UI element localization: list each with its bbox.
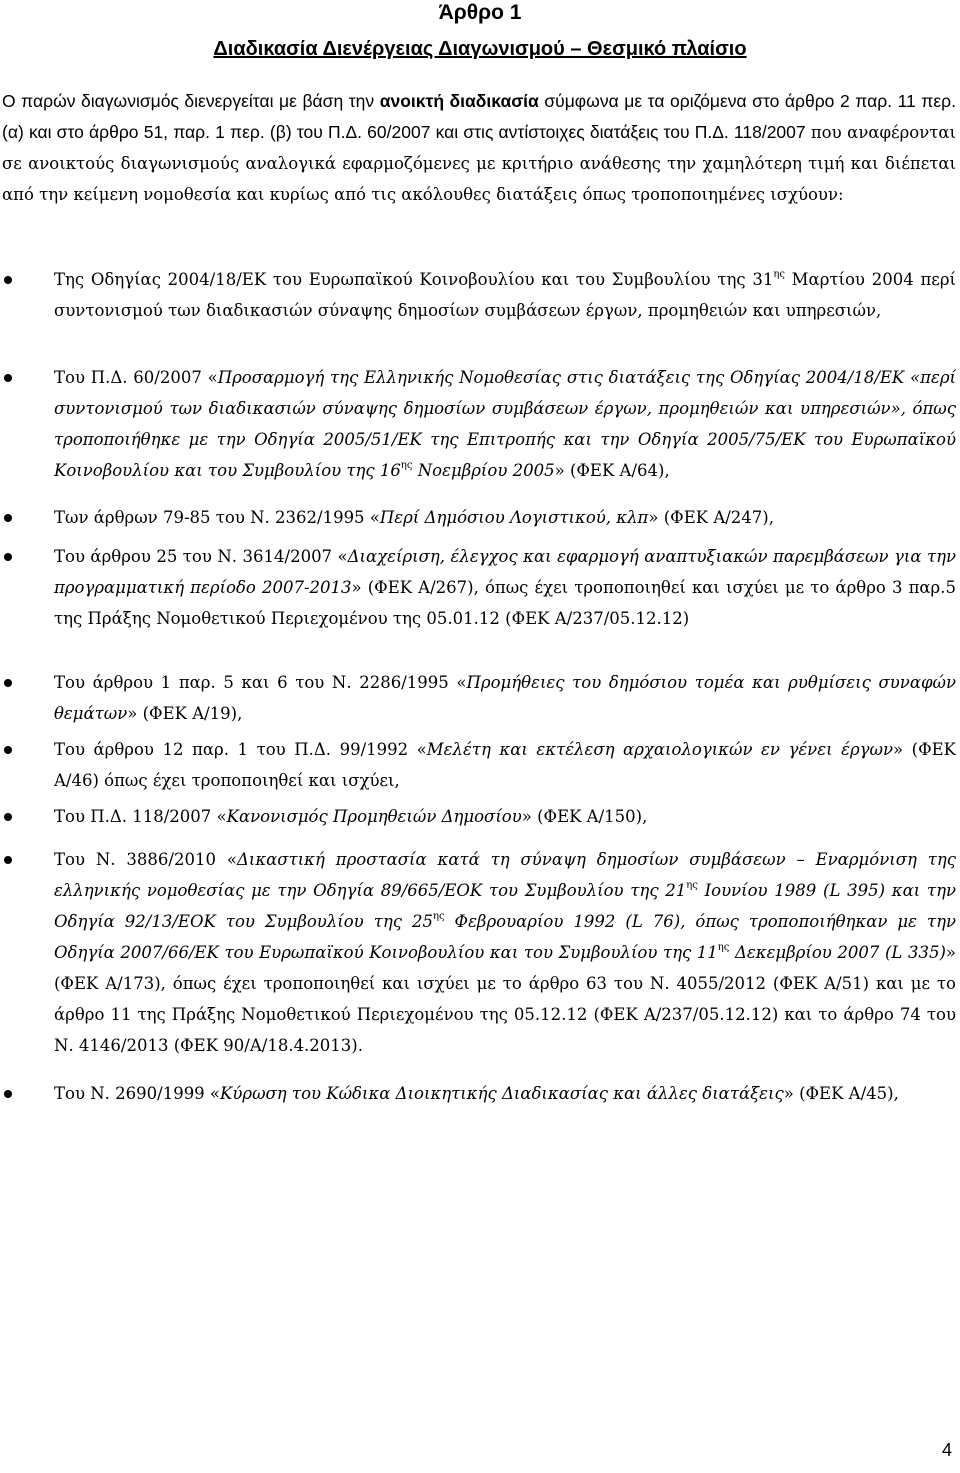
list-item: Του άρθρου 12 παρ. 1 του Π.Δ. 99/1992 «Μελέτη και εκτέλεση αρχαιολογικών εν γένει έργων» (ΦΕΚ Α/46) όπως έχει τροποποιηθεί και ισχύει, [54, 734, 956, 796]
bullet-icon [4, 514, 12, 522]
article-title: Άρθρο 1 [438, 1, 522, 24]
bullet-icon [4, 276, 12, 284]
list-item: Του Ν. 2690/1999 «Κύρωση του Κώδικα Διοικητικής Διαδικασίας και άλλες διατάξεις» (ΦΕΚ Α/45), [54, 1078, 956, 1109]
article-subtitle: Διαδικασία Διενέργειας Διαγωνισμού – Θεσμικό πλαίσιο [213, 38, 747, 60]
intro-paragraph [2, 86, 956, 210]
bullet-icon [4, 813, 12, 821]
list-item: Του Π.Δ. 60/2007 «Προσαρμογή της Ελληνικής Νομοθεσίας στις διατάξεις της Οδηγίας 2004/18/ΕΚ «περί συντονισμού των διαδικασιών σύναψης δημοσίων συμβάσεων έργων, προμηθειών και υπηρεσιών», όπως τροποποιήθηκε με την Οδηγία 2005/51/ΕΚ της Επιτροπής και την Οδηγία 2005/75/ΕΚ του Ευρωπαϊκού Κοινοβουλίου και του Συμβουλίου της $16^{\eta\varsigma}$ Νοεμβρίου 2005» (ΦΕΚ Α/64), [54, 362, 956, 486]
list-item: Των άρθρων 79-85 του Ν. 2362/1995 «Περί Δημόσιου Λογιστικού, κλπ» (ΦΕΚ Α/247), [54, 502, 956, 533]
bullet-icon [4, 746, 12, 754]
intro-text-3: που αναφέρονται σε ανοικτούς διαγωνισμούς αναλογικά εφαρμοζόμενες με κριτήριο ανάθεσης την χαμηλότερη τιμή και διέπεται από την κείμενη νομοθεσία και κυρίως από τις ακόλουθες διατάξεις όπως τροποποιημένες ισχύουν: [2, 123, 957, 204]
bullet-icon [4, 679, 12, 687]
list-item: Του άρθρου 1 παρ. 5 και 6 του Ν. 2286/1995 «Προμήθειες του δημόσιου τομέα και ρυθμίσεις συναφών θεμάτων» (ΦΕΚ Α/19), [54, 667, 956, 729]
bullet-icon [4, 1090, 12, 1098]
list-item: Του Π.Δ. 118/2007 «Κανονισμός Προμηθειών Δημοσίου» (ΦΕΚ Α/150), [54, 801, 956, 832]
intro-text-1: Ο παρών διαγωνισμός διενεργείται με βάση την [2, 91, 380, 111]
bullet-icon [4, 553, 12, 561]
intro-bold: ανοικτή διαδικασία [379, 91, 539, 111]
page-number: 4 [941, 1440, 952, 1460]
list-item: Της Οδηγίας 2004/18/ΕΚ του Ευρωπαϊκού Κοινοβουλίου και του Συμβουλίου της $31^{\eta\varsigma}$ Μαρτίου 2004 περί συντονισμού των διαδικασιών σύναψης δημοσίων συμβάσεων έργων, προμηθειών και υπηρεσιών, [54, 264, 956, 326]
list-item: Του Ν. 3886/2010 «Δικαστική προστασία κατά τη σύναψη δημοσίων συμβάσεων – Εναρμόνιση της ελληνικής νομοθεσίας με την Οδηγία 89/665/ΕΟΚ του Συμβουλίου της $21^{\eta\varsigma}$ Ιουνίου 1989 (L 395) και την Οδηγία 92/13/ΕΟΚ του Συμβουλίου της $25^{\eta\varsigma}$ Φεβρουαρίου 1992 (L 76), όπως τροποποιήθηκαν με την Οδηγία 2007/66/ΕΚ του Ευρωπαϊκού Κοινοβουλίου και του Συμβουλίου της $11^{\eta\varsigma}$ Δεκεμβρίου 2007 (L 335)» (ΦΕΚ Α/173), όπως έχει τροποποιηθεί και ισχύει με το άρθρο 63 του Ν. 4055/2012 (ΦΕΚ Α/51) και με το άρθρο 11 της Πράξης Νομοθετικού Περιεχομένου της 05.12.12 (ΦΕΚ Α/237/05.12.12) και το άρθρο 74 του Ν. 4146/2013 (ΦΕΚ 90/Α/18.4.2013). [54, 844, 956, 1061]
bullet-icon [4, 856, 12, 864]
bullet-icon [4, 374, 12, 382]
intro-text-2: σύμφωνα με τα οριζόμενα στο άρθρο 2 παρ. 11 περ. (α) και στο άρθρο 51, παρ. 1 περ. (β) του Π.Δ. 60/2007 και στις αντίστοιχες διατάξεις του Π.Δ. 118/2007 [2, 91, 956, 142]
list-item: Του άρθρου 25 του Ν. 3614/2007 «Διαχείριση, έλεγχος και εφαρμογή αναπτυξιακών παρεμβάσεων για την προγραμματική περίοδο 2007-2013» (ΦΕΚ Α/267), όπως έχει τροποποιηθεί και ισχύει με το άρθρο 3 παρ.5 της Πράξης Νομοθετικού Περιεχομένου της 05.01.12 (ΦΕΚ Α/237/05.12.12) [54, 541, 956, 634]
